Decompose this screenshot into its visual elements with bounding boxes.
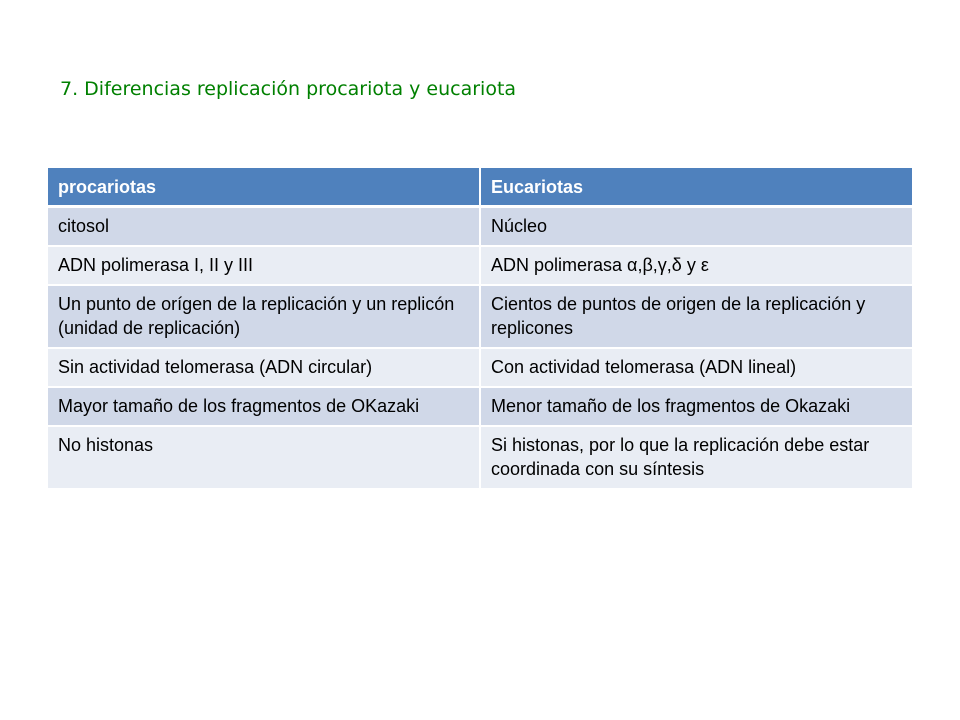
cell-eucariota: ADN polimerasa α,β,γ,δ y ε [480,246,912,285]
table-row [48,348,912,387]
table-row [48,246,912,285]
cell-procariota: No histonas [48,426,480,489]
comparison-table [48,168,912,490]
header-procariotas: procariotas [48,168,480,207]
cell-eucariota: Cientos de puntos de origen de la replicación y replicones [480,285,912,348]
cell-procariota: Un punto de orígen de la replicación y un replicón (unidad de replicación) [48,285,480,348]
cell-procariota: Sin actividad telomerasa (ADN circular) [48,348,480,387]
cell-procariota: Mayor tamaño de los fragmentos de OKazaki [48,387,480,426]
cell-eucariota: Con actividad telomerasa (ADN lineal) [480,348,912,387]
cell-procariota: citosol [48,207,480,247]
cell-eucariota: Menor tamaño de los fragmentos de Okazaki [480,387,912,426]
header-eucariotas: Eucariotas [480,168,912,207]
table-row [48,207,912,247]
table-row [48,387,912,426]
table-row [48,285,912,348]
cell-procariota: ADN polimerasa I, II y III [48,246,480,285]
table-header-row [48,168,912,207]
slide-title: 7. Diferencias replicación procariota y eucariota [60,78,517,100]
table-row [48,426,912,489]
cell-eucariota: Núcleo [480,207,912,247]
cell-eucariota: Si histonas, por lo que la replicación debe estar coordinada con su síntesis [480,426,912,489]
